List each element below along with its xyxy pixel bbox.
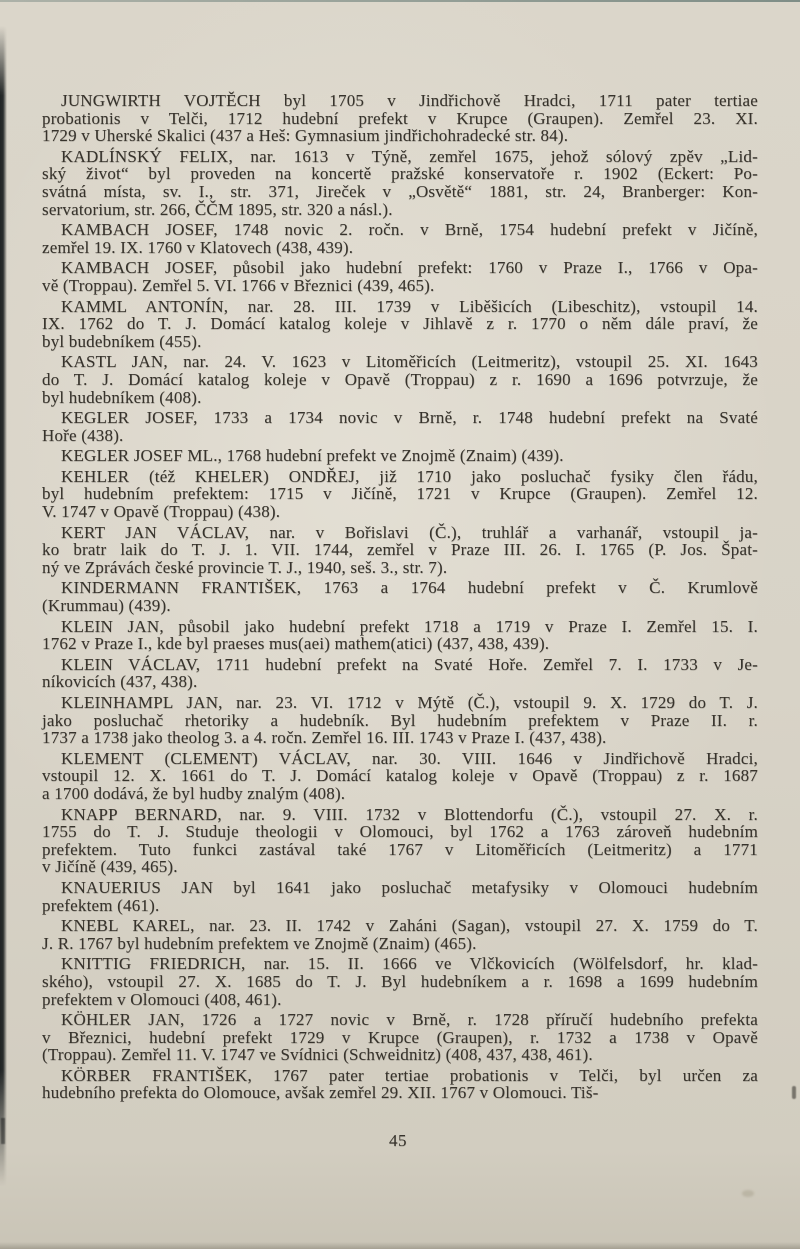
entry-klein-vaclav — [42, 656, 758, 691]
entry-kindermann-frantisek — [42, 579, 758, 614]
text-line: KEGLER JOSEF ML., 1768 hudební prefekt ve Znojmě (Znaim) (439). — [61, 446, 564, 466]
entry-knauerius-jan — [42, 879, 758, 914]
entry-korber-frantisek — [42, 1067, 758, 1102]
entry-kastl-jan — [42, 353, 758, 406]
scan-top-edge-shadow — [0, 0, 800, 2]
text-line: V. 1747 v Opavě (Troppau) (438). — [42, 502, 281, 522]
text-line: KLEMENT (CLEMENT) VÁCLAV, nar. 30. VIII. 1646 v Jindřichově Hradci, — [61, 748, 758, 768]
text-line: KNAPP BERNARD, nar. 9. VIII. 1732 v Blottendorfu (Č.), vstoupil 27. X. r. — [61, 804, 758, 824]
text-line: Hoře (438). — [42, 425, 124, 445]
text-line: ko bratr laik do T. J. 1. VII. 1744, zemřel v Praze III. 26. I. 1765 (P. Jos. Špat- — [42, 540, 758, 560]
entry-kegler-josef-ml — [42, 447, 758, 465]
scan-left-edge-shadow — [0, 26, 7, 1186]
text-line: zemřel 19. IX. 1760 v Klatovech (438, 439). — [42, 237, 354, 257]
text-line: 1755 do T. J. Studuje theologii v Olomouci, byl 1762 a 1763 zároveň hudebním — [42, 822, 758, 842]
page-number: 45 — [389, 1131, 407, 1150]
text-line: ný ve Zprávách české provincie T. J., 1940, seš. 3., str. 7). — [42, 557, 448, 577]
text-line: ského), vstoupil 27. X. 1685 do T. J. Byl hudebníkem a r. 1698 a 1699 hudebním — [42, 971, 758, 991]
text-line: KINDERMANN FRANTIŠEK, 1763 a 1764 hudební prefekt v Č. Krumlově — [61, 578, 758, 598]
text-line: KLEINHAMPL JAN, nar. 23. VI. 1712 v Mýtě (Č.), vstoupil 9. X. 1729 do T. J. — [61, 693, 758, 712]
text-line: vě (Troppau). Zemřel 5. VI. 1766 v Březnici (439, 465). — [42, 275, 435, 295]
entry-kert-jan-vaclav — [42, 524, 758, 577]
entry-kehler-ondrej — [42, 468, 758, 521]
text-line: jako posluchač rhetoriky a hudebník. Byl hudebním prefektem v Praze II. r. — [42, 710, 758, 730]
entry-knittig-friedrich — [42, 955, 758, 1008]
entry-kambach-josef-2 — [42, 259, 758, 294]
text-line: prefektem v Olomouci (408, 461). — [42, 989, 282, 1009]
entry-kamml-antonin — [42, 298, 758, 351]
scan-speck-mark — [792, 1086, 796, 1099]
text-line: KAMML ANTONÍN, nar. 28. III. 1739 v Liběšicích (Libeschitz), vstoupil 14. — [61, 296, 758, 316]
text-line: ský život“ byl proveden na koncertě pražské konservatoře r. 1902 (Eckert: Po- — [42, 164, 758, 184]
text-line: svátná místa, sv. I., str. 371, Jireček v „Osvětě“ 1881, str. 24, Branberger: Kon- — [42, 181, 758, 201]
text-line: KASTL JAN, nar. 24. V. 1623 v Litoměřicích (Leitmeritz), vstoupil 25. XI. 1643 — [61, 352, 758, 372]
entry-klein-jan — [42, 618, 758, 653]
text-line: J. R. 1767 byl hudebním prefektem ve Znojmě (Znaim) (465). — [42, 933, 477, 953]
text-line: a 1700 dodává, že byl hudby znalým (408). — [42, 783, 346, 803]
text-line: KLEIN VÁCLAV, 1711 hudební prefekt na Svaté Hoře. Zemřel 7. I. 1733 v Je- — [61, 654, 758, 674]
text-line: (Troppau). Zemřel 11. V. 1747 ve Svídnici (Schweidnitz) (408, 437, 438, 461). — [42, 1045, 593, 1065]
text-line: 1729 v Uherské Skalici (437 a Heš: Gymnasium jindřichohradecké str. 84). — [42, 126, 569, 146]
entry-jungwirth-vojtech — [42, 92, 758, 145]
text-line: KEGLER JOSEF, 1733 a 1734 novic v Brně, r. 1748 hudební prefekt na Svaté — [61, 408, 758, 428]
text-line: KAMBACH JOSEF, působil jako hudební prefekt: 1760 v Praze I., 1766 v Opa- — [61, 258, 758, 278]
entry-kambach-josef-1 — [42, 221, 758, 256]
text-line: servatorium, str. 266, ČČM 1895, str. 320 a násl.). — [42, 199, 393, 219]
text-line: KADLÍNSKÝ FELIX, nar. 1613 v Týně, zemřel 1675, jehož sólový zpěv „Lid- — [61, 146, 758, 166]
text-line: (Krummau) (439). — [42, 596, 171, 616]
text-line: v Březnici, hudební prefekt 1729 v Krupce (Graupen), r. 1732 a 1738 v Opavě — [42, 1027, 758, 1047]
entry-knapp-bernard — [42, 806, 758, 876]
scan-bottom-edge-shadow — [0, 1242, 800, 1249]
text-line: KLEIN JAN, působil jako hudební prefekt 1718 a 1719 v Praze I. Zemřel 15. I. — [61, 616, 758, 636]
text-line: KAMBACH JOSEF, 1748 novic 2. ročn. v Brně, 1754 hudební prefekt v Jičíně, — [61, 220, 758, 240]
entry-kohler-jan — [42, 1011, 758, 1064]
entry-klement-vaclav — [42, 750, 758, 803]
text-line: do T. J. Domácí katalog koleje v Opavě (Troppau) z r. 1690 a 1696 potvrzuje, že — [42, 369, 758, 389]
text-line: 1762 v Praze I., kde byl praeses mus(aei) mathem(atici) (437, 438, 439). — [42, 634, 550, 654]
text-line: byl budebníkem (455). — [42, 331, 202, 351]
entry-kegler-josef — [42, 409, 758, 444]
text-line: byl hudebním prefektem: 1715 v Jičíně, 1721 v Krupce (Graupen). Zemřel 12. — [42, 484, 758, 504]
text-line: prefektem (461). — [42, 895, 160, 915]
text-line: IX. 1762 do T. J. Domácí katalog koleje v Jihlavě z r. 1770 o něm dále praví, že — [42, 314, 758, 334]
text-line: KNEBL KAREL, nar. 23. II. 1742 v Zaháni (Sagan), vstoupil 27. X. 1759 do T. — [61, 916, 758, 936]
text-line: probationis v Telči, 1712 hudební prefekt v Krupce (Graupen). Zemřel 23. XI. — [42, 108, 758, 128]
text-line: KERT JAN VÁCLAV, nar. v Bořislavi (Č.), truhlář a varhanář, vstoupil ja- — [61, 522, 758, 542]
text-line: 1737 a 1738 jako theolog 3. a 4. ročn. Zemřel 16. III. 1743 v Praze I. (437, 438). — [42, 728, 607, 748]
text-line: KÖRBER FRANTIŠEK, 1767 pater tertiae probationis v Telči, byl určen za — [61, 1065, 758, 1085]
entry-kadlinsky-felix — [42, 148, 758, 218]
scan-smudge-mark — [742, 1190, 754, 1197]
text-line: byl hudebníkem (408). — [42, 387, 202, 407]
text-line: KEHLER (též KHELER) ONDŘEJ, již 1710 jako posluchač fysiky člen řádu, — [61, 466, 758, 486]
text-line: KNITTIG FRIEDRICH, nar. 15. II. 1666 ve Vlčkovicích (Wölfelsdorf, hr. klad- — [61, 954, 758, 974]
text-line: prefektem. Tuto funkci zastával také 1767 v Litoměřicích (Leitmeritz) a 1771 — [42, 839, 758, 859]
text-line: v Jičíně (439, 465). — [42, 857, 178, 877]
biographical-entries-text-block — [42, 92, 758, 1105]
text-line: KÖHLER JAN, 1726 a 1727 novic v Brně, r. 1728 příručí hudebního prefekta — [61, 1010, 758, 1030]
text-line: KNAUERIUS JAN byl 1641 jako posluchač metafysiky v Olomouci hudebním — [61, 877, 758, 897]
text-line: vstoupil 12. X. 1661 do T. J. Domácí katalog koleje v Opavě (Troppau) z r. 1687 — [42, 766, 758, 786]
text-line: hudebního prefekta do Olomouce, avšak zemřel 29. XII. 1767 v Olomouci. Tiš- — [42, 1083, 599, 1103]
text-line: JUNGWIRTH VOJTĚCH byl 1705 v Jindřichově Hradci, 1711 pater tertiae — [61, 91, 758, 110]
text-line: níkovicích (437, 438). — [42, 672, 198, 692]
entry-knebl-karel — [42, 917, 758, 952]
entry-kleinhampl-jan — [42, 694, 758, 747]
